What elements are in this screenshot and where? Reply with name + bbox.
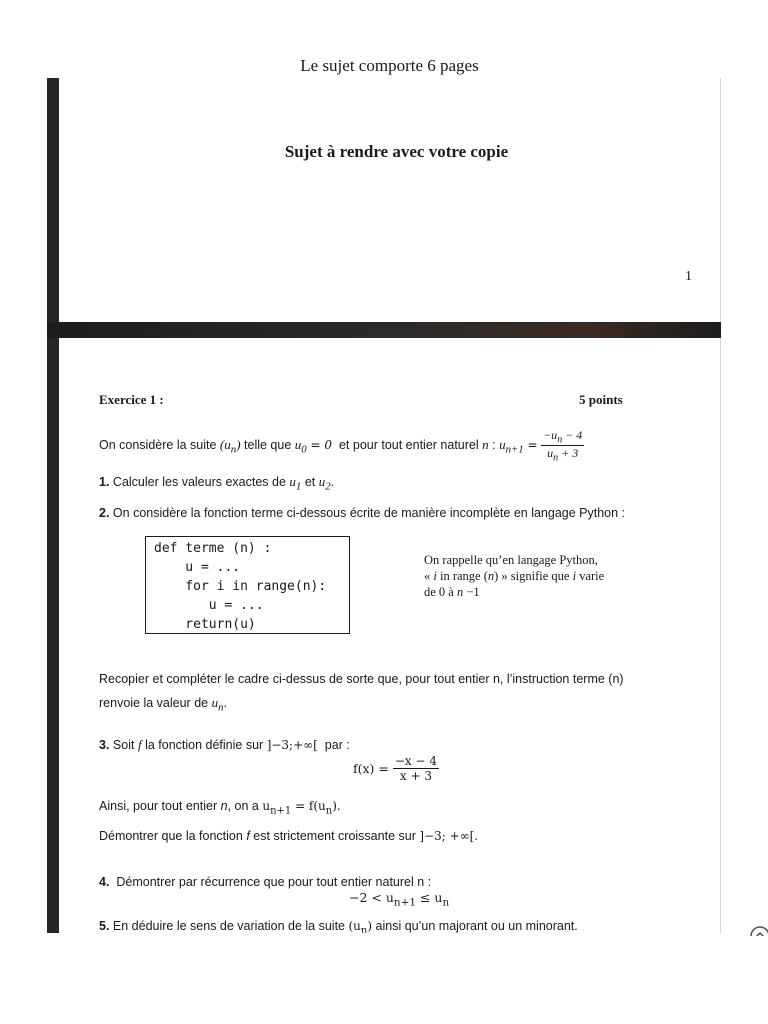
function-definition: f(x) = $\frac{-x - 4}{x + 3}$ bbox=[353, 754, 438, 783]
code-line: u = ... bbox=[154, 560, 241, 575]
question-5: 5. En déduire le sens de variation de la suite $(u_n)$ ainsi qu’un majorant ou un minorant. bbox=[99, 919, 578, 933]
question-2: 2. On considère la fonction terme ci-dessous écrite de manière incomplète en langage Python : bbox=[99, 506, 626, 520]
page-separator bbox=[47, 322, 721, 338]
viewer-left-edge bbox=[47, 78, 59, 933]
recurrence-fraction: $\frac{-u_n - 4}{u_n + 3}$ bbox=[543, 428, 583, 464]
code-line: def terme (n) : bbox=[154, 541, 272, 556]
pdf-page-2 bbox=[59, 338, 720, 933]
question-3-relation: Ainsi, pour tout entier n, on a $u_{n+1} = f(u_n)$. bbox=[99, 799, 341, 817]
pdf-page-1 bbox=[59, 60, 720, 322]
page-border-right bbox=[720, 338, 721, 933]
page-subtitle: Sujet à rendre avec votre copie bbox=[284, 142, 509, 161]
scroll-to-top-icon[interactable] bbox=[748, 924, 768, 936]
code-line: for i in range(n): bbox=[154, 579, 327, 594]
definition-interval: ]−3;+∞[ bbox=[266, 738, 318, 752]
page-border-right bbox=[720, 78, 721, 323]
question-2-instruction: Recopier et compléter le cadre ci-dessus de sorte que, pour tout entier n, l’instruction terme (n) bbox=[99, 672, 624, 686]
initial-term: $u_0 = 0$ bbox=[294, 437, 333, 456]
question-2-instruction-end: renvoie la valeur de $u_n$. bbox=[99, 695, 227, 714]
python-note: On rappelle qu’en langage Python, « i in range (n) » signifie que i varie de 0 à n −1 bbox=[424, 553, 605, 599]
code-line: u = ... bbox=[154, 598, 264, 613]
exercise-points: 5 points bbox=[579, 392, 623, 407]
code-line: return(u) bbox=[154, 617, 256, 632]
page-number: 1 bbox=[685, 269, 692, 284]
question-4: 4. Démontrer par récurrence que pour tout entier naturel n : bbox=[99, 875, 432, 889]
question-3: 3. Soit f la fonction définie sur ]−3;+∞[ par : bbox=[99, 737, 350, 752]
exercise-intro: On considère la suite $(u_n)$ telle que $u_0 = 0$ et pour tout entier naturel n : $u_{n+1}$ = $\frac{-u_n - 4}{u_n + 3}$ bbox=[99, 428, 583, 464]
exercise-title: Exercice 1 : bbox=[99, 392, 164, 407]
recurrence-relation: $u_{n+1}$ = bbox=[499, 437, 538, 456]
question-3-task: Démontrer que la fonction f est strictement croissante sur ]−3; +∞[. bbox=[99, 829, 479, 843]
question-1: 1. Calculer les valeurs exactes de $u_1$ et $u_2$. bbox=[99, 474, 335, 493]
python-code-box bbox=[145, 536, 350, 634]
sequence-un: $(u_n)$ bbox=[219, 437, 241, 456]
question-4-inequality: $-2 < u_{n+1} \le u_n$ bbox=[349, 890, 450, 909]
cutoff-page-title: Le sujet comporte 6 pages bbox=[300, 60, 479, 75]
